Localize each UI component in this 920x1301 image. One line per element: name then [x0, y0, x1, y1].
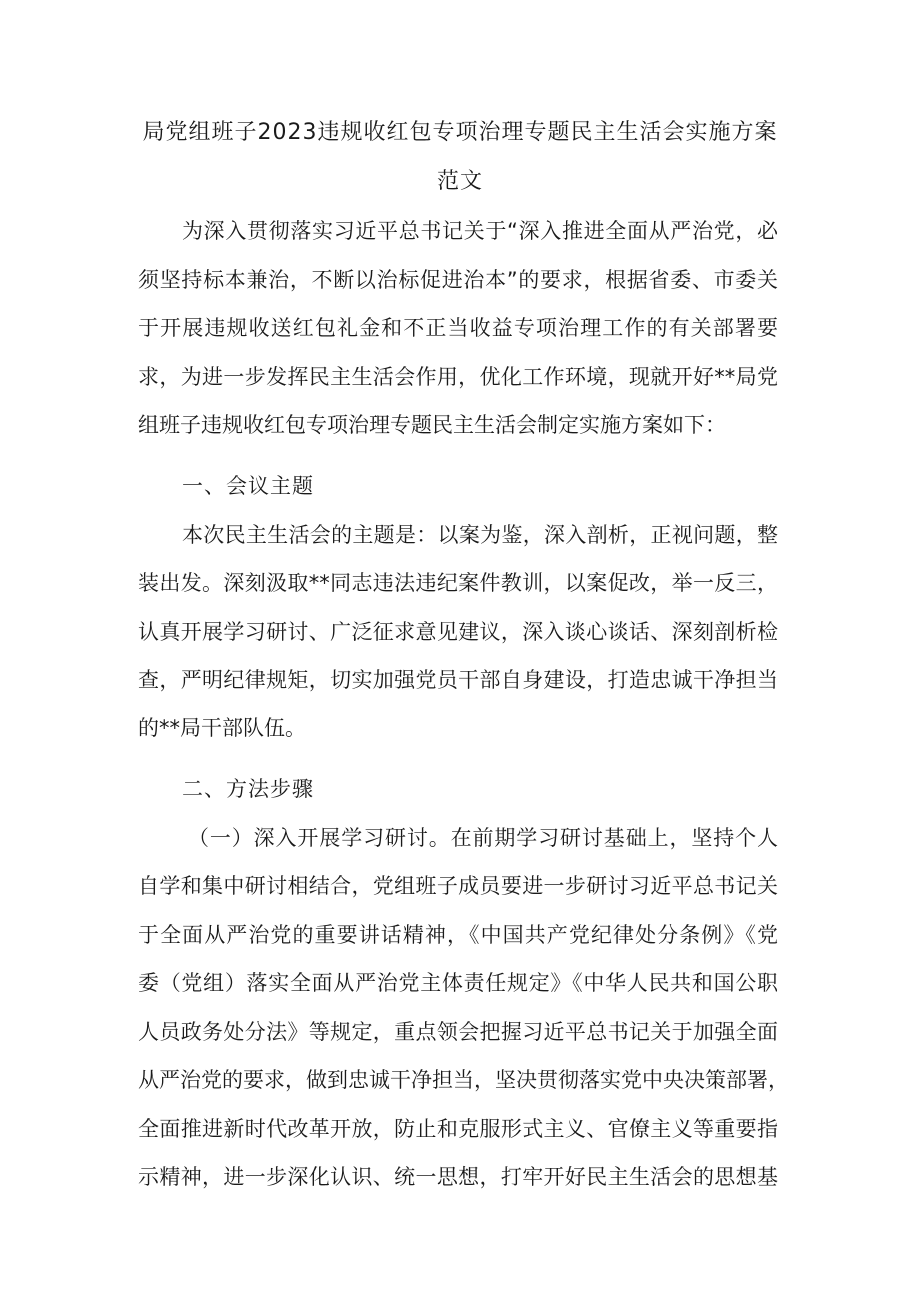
intro-line: 组班子违规收红包专项治理专题民主生活会制定实施方案如下： [138, 413, 726, 437]
section-heading-1: 一、会议主题 [182, 474, 314, 498]
section1-line: 认真开展学习研讨、广泛征求意见建议，深入谈心谈话、深刻剖析检 [138, 620, 778, 644]
section1-line: 查，严明纪律规矩，切实加强党员干部自身建设，打造忠诚干净担当 [138, 668, 778, 692]
section2-line: 委（党组）落实全面从严治党主体责任规定》《中华人民共和国公职 [138, 971, 778, 995]
section2-line: 人员政务处分法》等规定，重点领会把握习近平总书记关于加强全面 [138, 1020, 778, 1044]
section1-line: 装出发。深刻汲取**同志违法违纪案件教训，以案促改，举一反三， [138, 571, 778, 595]
intro-line: 须坚持标本兼治，不断以治标促进治本”的要求，根据省委、市委关 [138, 268, 778, 292]
section2-line: 自学和集中研讨相结合，党组班子成员要进一步研讨习近平总书记关 [138, 874, 778, 898]
section-heading-2: 二、方法步骤 [182, 777, 314, 801]
section2-line: 从严治党的要求，做到忠诚干净担当，坚决贯彻落实党中央决策部署， [138, 1068, 789, 1092]
intro-line: 为深入贯彻落实习近平总书记关于“深入推进全面从严治党，必 [182, 219, 778, 243]
section2-line: 全面推进新时代改革开放，防止和克服形式主义、官僚主义等重要指 [138, 1117, 778, 1141]
section2-line: 示精神，进一步深化认识、统一思想，打牢开好民主生活会的思想基 [138, 1165, 778, 1189]
intro-line: 于开展违规收送红包礼金和不正当收益专项治理工作的有关部署要 [138, 316, 778, 340]
document-title-line-2: 范文 [436, 169, 483, 194]
document-title-line-1: 局党组班子2023违规收红包专项治理专题民主生活会实施方案 [142, 120, 778, 145]
intro-line: 求，为进一步发挥民主生活会作用，优化工作环境，现就开好**局党 [138, 365, 778, 389]
section2-line: 于全面从严治党的重要讲话精神，《中国共产党纪律处分条例》《党 [138, 923, 778, 947]
section2-line: （一）深入开展学习研讨。在前期学习研讨基础上，坚持个人 [188, 826, 778, 850]
section1-line: 的**局干部队伍。 [138, 716, 306, 740]
section1-line: 本次民主生活会的主题是：以案为鉴，深入剖析，正视问题，整 [182, 523, 778, 547]
